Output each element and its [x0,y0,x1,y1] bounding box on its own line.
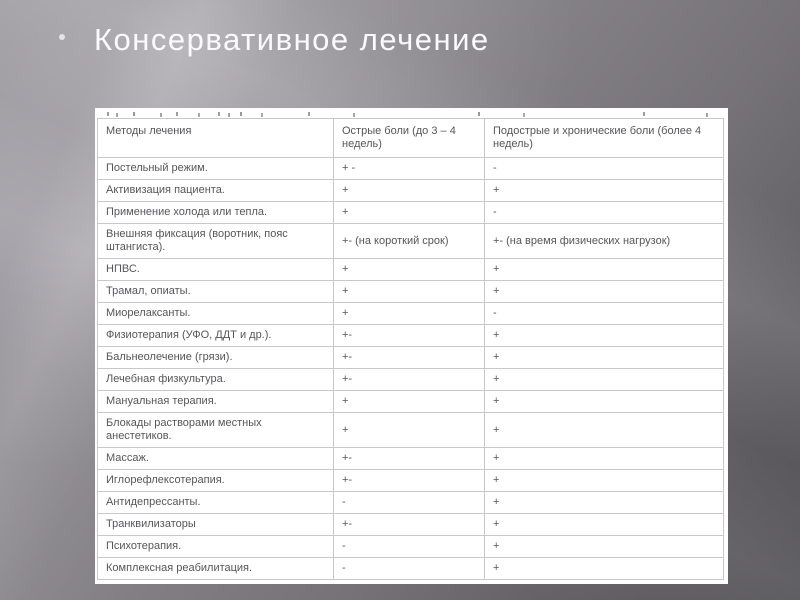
chronic-cell: + [485,514,724,536]
method-cell: НПВС. [98,259,334,281]
acute-cell: +- [334,448,485,470]
chronic-cell: + [485,281,724,303]
acute-cell: + [334,303,485,325]
table-row [98,391,724,413]
method-cell: Внешняя фиксация (воротник, пояс штангиста). [98,224,334,259]
table-row [98,448,724,470]
chronic-cell: - [485,303,724,325]
treatment-table-header [98,119,724,158]
table-row [98,325,724,347]
bullet-marker [59,34,65,40]
chronic-cell: + [485,448,724,470]
acute-cell: + [334,202,485,224]
acute-cell: +- [334,470,485,492]
acute-cell: +- [334,325,485,347]
method-cell: Психотерапия. [98,536,334,558]
chronic-cell: - [485,202,724,224]
method-cell: Применение холода или тепла. [98,202,334,224]
acute-cell: +- (на короткий срок) [334,224,485,259]
col-header-acute-pain: Острые боли (до 3 – 4 недель) [334,119,485,158]
method-cell: Антидепрессанты. [98,492,334,514]
chronic-cell: - [485,158,724,180]
acute-cell: +- [334,514,485,536]
table-row [98,259,724,281]
method-cell: Мануальная терапия. [98,391,334,413]
method-cell: Массаж. [98,448,334,470]
chronic-cell: + [485,347,724,369]
method-cell: Активизация пациента. [98,180,334,202]
acute-cell: +- [334,347,485,369]
chronic-cell: + [485,259,724,281]
table-row [98,347,724,369]
table-image-panel [95,108,728,584]
acute-cell: - [334,492,485,514]
chronic-cell: + [485,413,724,448]
acute-cell: + [334,180,485,202]
chronic-cell: + [485,369,724,391]
acute-cell: +- [334,369,485,391]
acute-cell: - [334,536,485,558]
acute-cell: + [334,259,485,281]
table-row [98,202,724,224]
method-cell: Комплексная реабилитация. [98,558,334,580]
treatment-table [97,118,724,580]
method-cell: Бальнеолечение (грязи). [98,347,334,369]
slide-title: Консервативное лечение [94,22,490,57]
table-row [98,303,724,325]
clipped-text-fragments [107,112,109,116]
chronic-cell: + [485,180,724,202]
method-cell: Иглорефлексотерапия. [98,470,334,492]
chronic-cell: + [485,558,724,580]
table-row [98,558,724,580]
table-row [98,281,724,303]
table-row [98,514,724,536]
chronic-cell: + [485,536,724,558]
acute-cell: + - [334,158,485,180]
method-cell: Постельный режим. [98,158,334,180]
table-row [98,536,724,558]
table-row [98,224,724,259]
method-cell: Лечебная физкультура. [98,369,334,391]
chronic-cell: + [485,391,724,413]
acute-cell: + [334,281,485,303]
header-row [98,119,724,158]
method-cell: Транквилизаторы [98,514,334,536]
acute-cell: - [334,558,485,580]
chronic-cell: + [485,492,724,514]
chronic-cell: + [485,470,724,492]
table-row [98,470,724,492]
col-header-chronic-pain: Подострые и хронические боли (более 4 недель) [485,119,724,158]
acute-cell: + [334,391,485,413]
acute-cell: + [334,413,485,448]
table-row [98,180,724,202]
table-row [98,158,724,180]
method-cell: Трамал, опиаты. [98,281,334,303]
treatment-table-body [98,158,724,580]
chronic-cell: + [485,325,724,347]
table-row [98,492,724,514]
method-cell: Физиотерапия (УФО, ДДТ и др.). [98,325,334,347]
method-cell: Миорелаксанты. [98,303,334,325]
chronic-cell: +- (на время физических нагрузок) [485,224,724,259]
method-cell: Блокады растворами местных анестетиков. [98,413,334,448]
table-row [98,369,724,391]
col-header-methods: Методы лечения [98,119,334,158]
table-row [98,413,724,448]
